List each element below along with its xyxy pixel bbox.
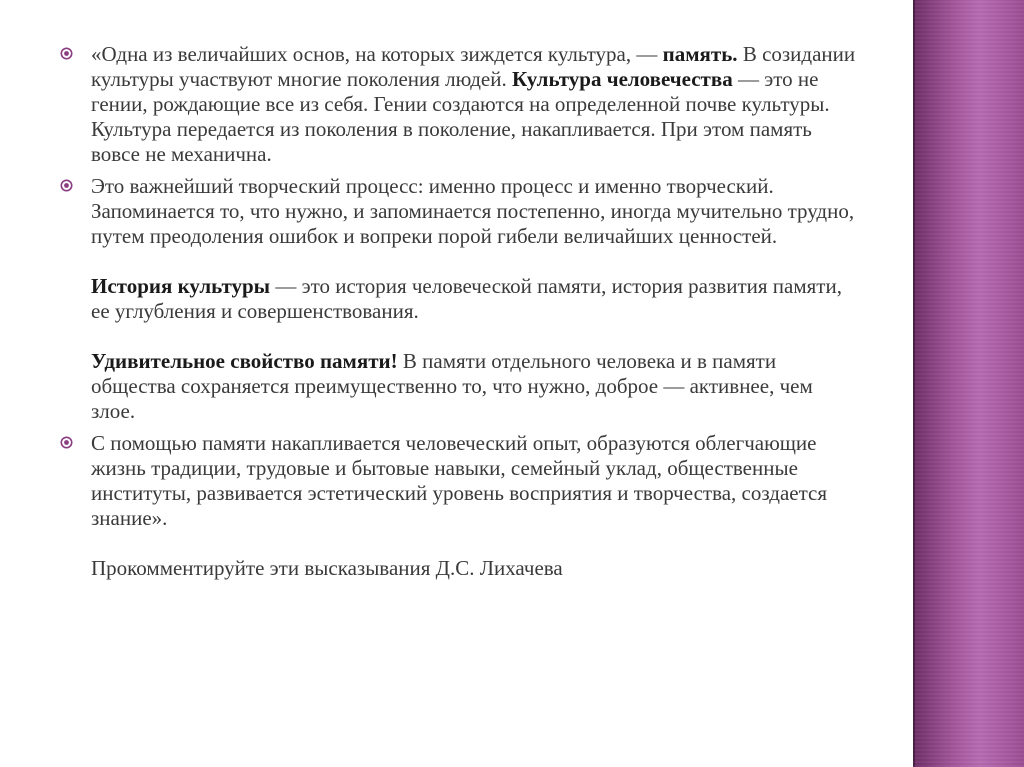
bullet-paragraph <box>91 556 860 581</box>
text-segment: С помощью памяти накапливается человеческий опыт, образуются облегчающие жизнь традиции, трудовые и бытовые навыки, семейный уклад, общественные институты, развивается эстетический уровень восприятия и творчества, создается знание». <box>91 431 828 530</box>
text-segment: «Одна из величайших основ, на которых зиждется культура, — <box>91 42 663 66</box>
bold-text-segment: память. <box>662 42 738 66</box>
slide-content <box>60 42 860 588</box>
side-band-texture <box>913 0 1024 767</box>
target-bullet-icon <box>60 436 73 449</box>
bullet-item <box>60 431 860 581</box>
bold-text-segment: Удивительное свойство памяти! <box>91 349 398 373</box>
bullet-paragraph <box>91 274 860 324</box>
bullet-item <box>60 174 860 424</box>
text-segment: — это не гении, рождающие все из себя. Гении создаются на определенной почве культуры. Культура передается из поколения в поколение, накапливается. При этом память вовсе не механична. <box>91 67 830 166</box>
target-bullet-icon <box>60 47 73 60</box>
bullet-paragraph <box>91 431 860 531</box>
bullet-paragraph <box>91 349 860 424</box>
target-bullet-icon <box>60 179 73 192</box>
bullet-paragraph <box>91 174 860 249</box>
text-segment: — это история человеческой памяти, история развития памяти, ее углубления и совершенствования. <box>91 274 842 323</box>
text-segment: Прокомментируйте эти высказывания Д.С. Лихачева <box>91 556 563 580</box>
decorative-side-band <box>913 0 1024 767</box>
text-segment: В памяти отдельного человека и в памяти общества сохраняется преимущественно то, что нужно, доброе — активнее, чем злое. <box>91 349 813 423</box>
bold-text-segment: История культуры <box>91 274 271 298</box>
bullet-paragraph <box>91 42 860 167</box>
bullet-item <box>60 42 860 167</box>
bold-text-segment: Культура человечества <box>512 67 733 91</box>
text-segment: Это важнейший творческий процесс: именно процесс и именно творческий. Запоминается то, что нужно, и запоминается постепенно, иногда мучительно трудно, путем преодоления ошибок и вопреки порой гибели величайших ценностей. <box>91 174 855 248</box>
text-segment: В созидании культуры участвуют многие поколения людей. <box>91 42 856 91</box>
